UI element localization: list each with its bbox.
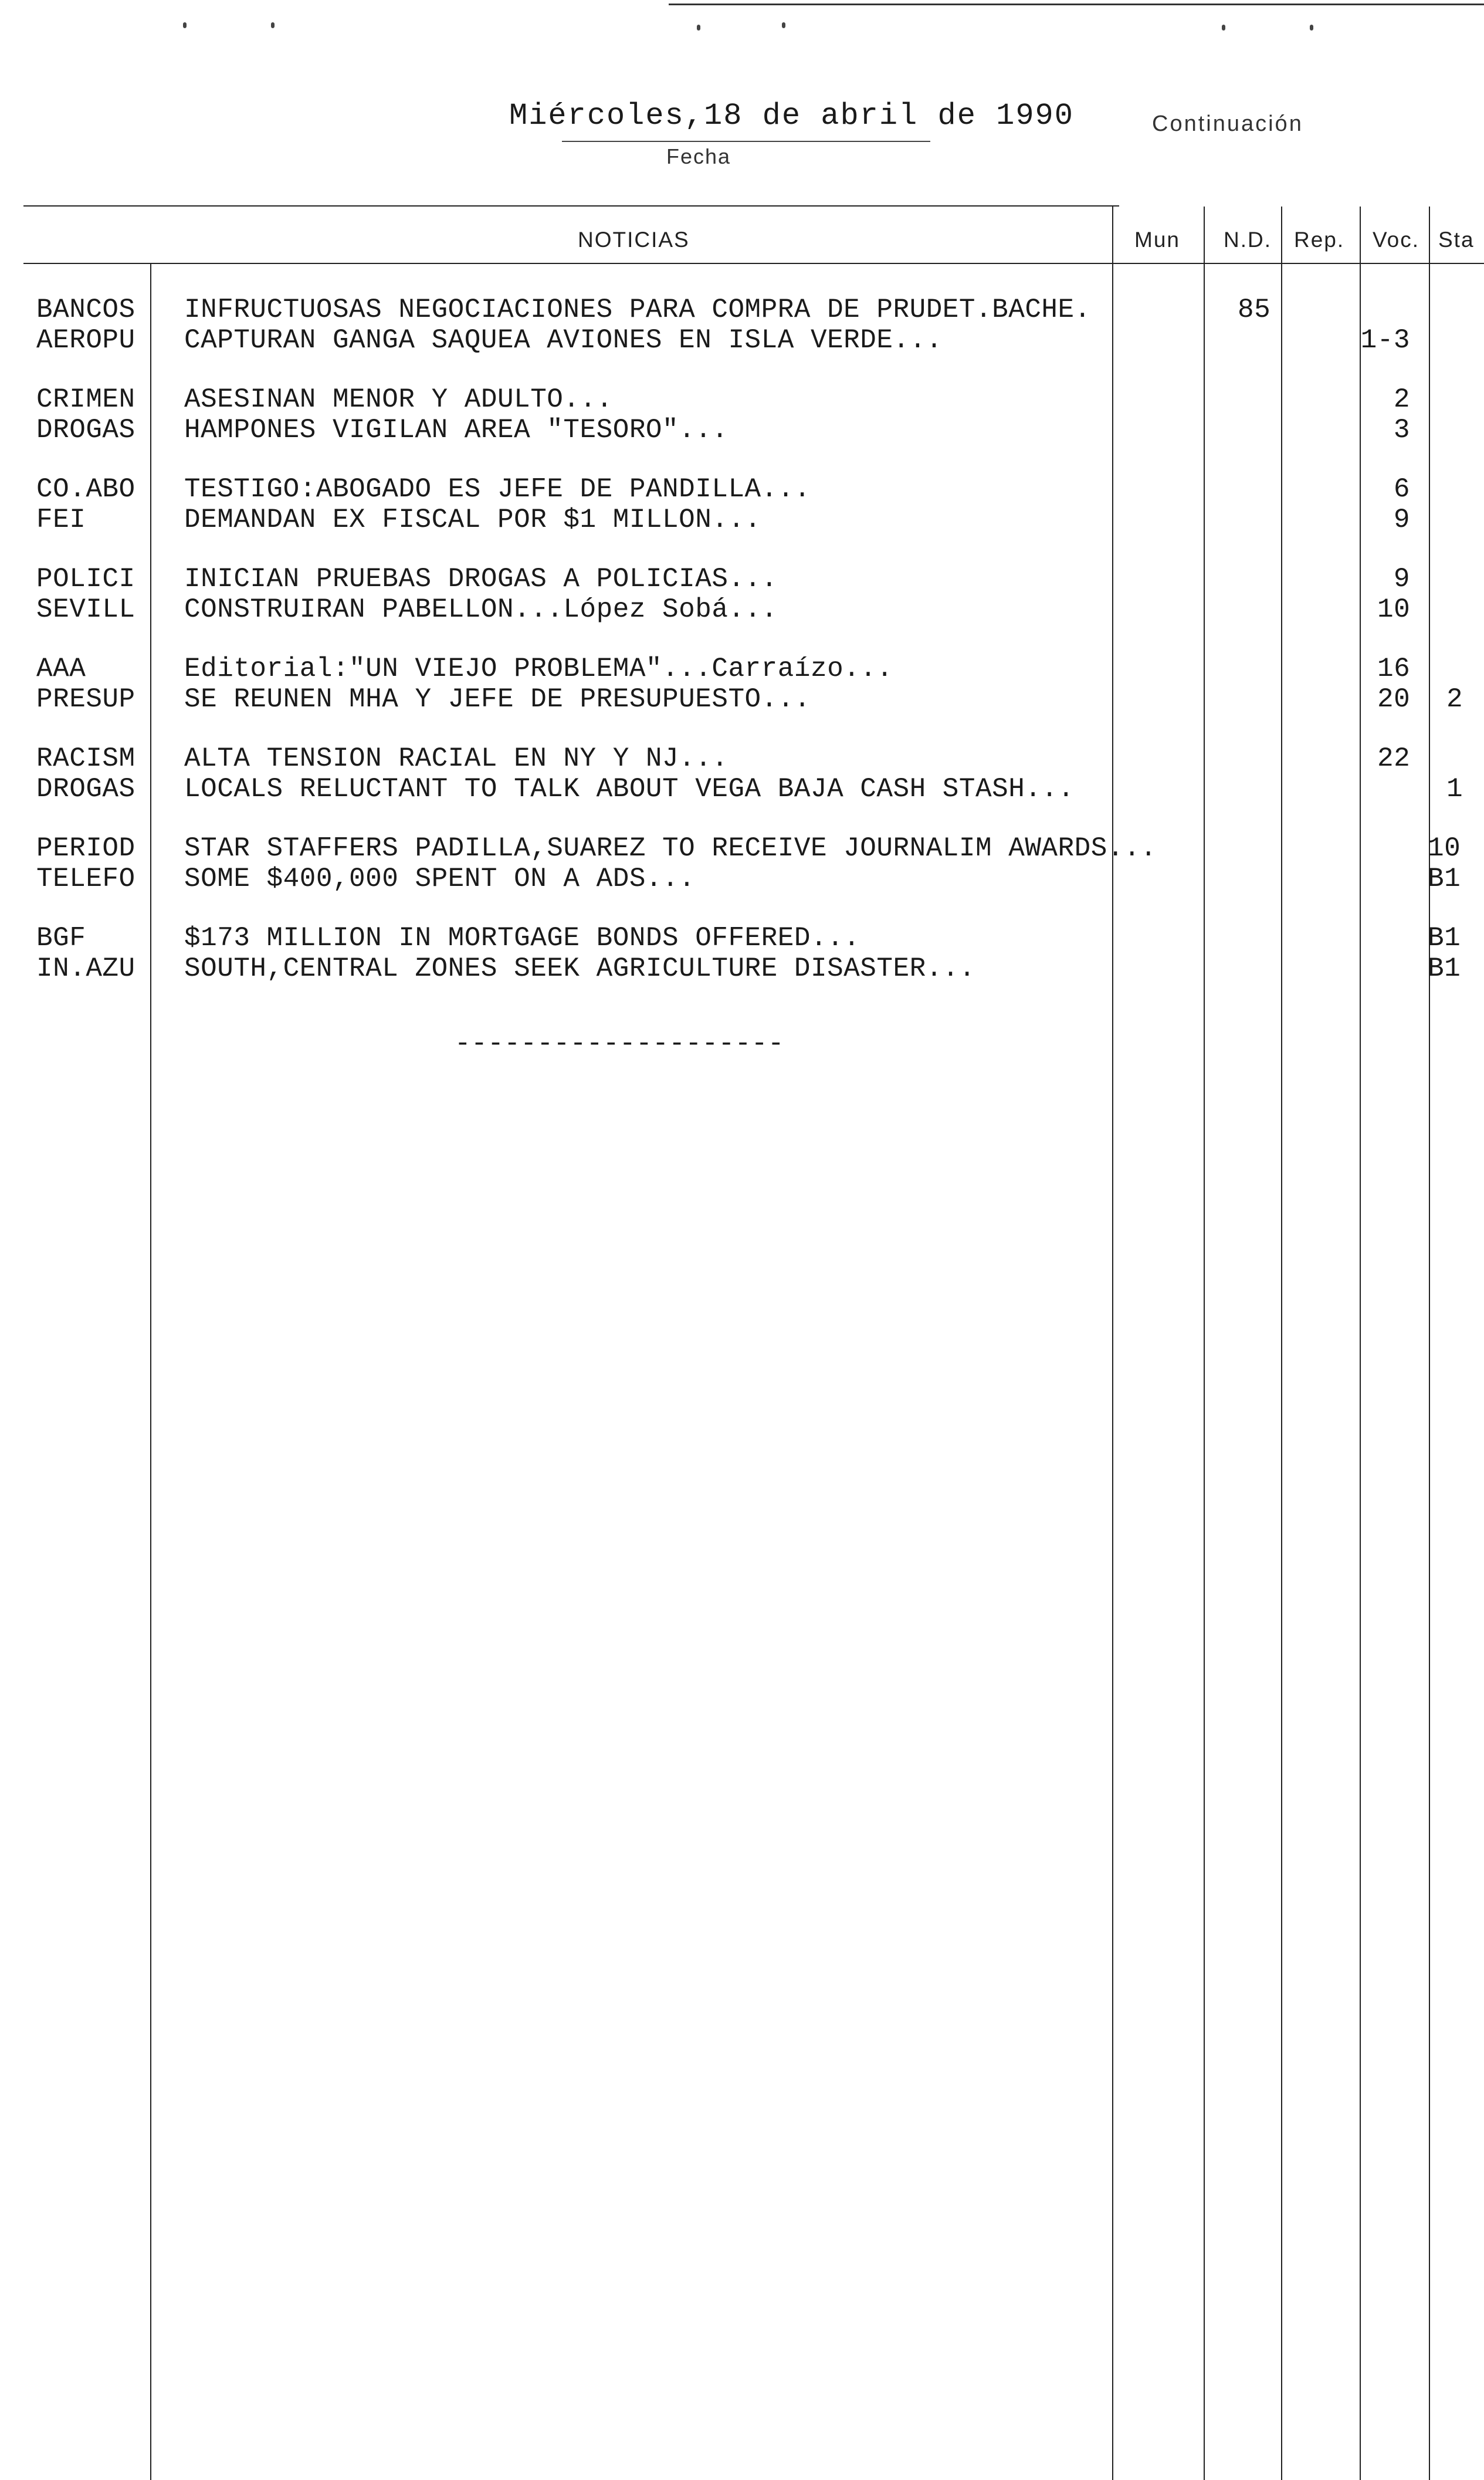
scan-mark [1310, 25, 1313, 31]
voc-column-divider [1360, 207, 1361, 2480]
row-headline: INFRUCTUOSAS NEGOCIACIONES PARA COMPRA DE PRUDET.BACHE. [184, 295, 1091, 325]
row-headline: LOCALS RELUCTANT TO TALK ABOUT VEGA BAJA CASH STASH... [184, 774, 1075, 804]
row-voc: 1-3 [1360, 325, 1410, 356]
column-header-rep: Rep. [1294, 228, 1345, 252]
row-voc: 2 [1393, 384, 1410, 415]
row-section: SEVILL [36, 594, 135, 625]
row-headline: DEMANDAN EX FISCAL POR $1 MILLON... [184, 505, 761, 535]
row-section: BANCOS [36, 295, 135, 325]
row-voc: 20 [1377, 684, 1411, 715]
row-voc: 6 [1393, 474, 1410, 505]
scan-mark [782, 22, 785, 28]
row-section: BGF [36, 923, 86, 953]
date-label: Fecha [666, 144, 731, 168]
date-underline [562, 141, 930, 142]
row-headline: ALTA TENSION RACIAL EN NY Y NJ... [184, 743, 729, 774]
document-date: Miércoles,18 de abril de 1990 [509, 99, 1074, 133]
row-section: TELEFO [36, 864, 135, 894]
table-top-rule [23, 205, 1119, 207]
row-headline: ASESINAN MENOR Y ADULTO... [184, 384, 613, 415]
row-section: PERIOD [36, 833, 135, 864]
column-header-noticias: NOTICIAS [578, 228, 690, 252]
scan-mark [183, 22, 187, 28]
sta-column-divider [1429, 207, 1430, 2480]
row-headline: HAMPONES VIGILAN AREA "TESORO"... [184, 415, 729, 445]
scan-mark [1222, 25, 1225, 31]
scan-mark [271, 22, 275, 28]
row-sta: B1 [1428, 953, 1461, 984]
row-sta: 1 [1446, 774, 1463, 804]
row-headline: Editorial:"UN VIEJO PROBLEMA"...Carraízo... [184, 654, 893, 684]
row-headline: SOME $400,000 SPENT ON A ADS... [184, 864, 696, 894]
rep-column-divider [1281, 207, 1282, 2480]
row-section: POLICI [36, 564, 135, 594]
row-section: PRESUP [36, 684, 135, 715]
row-headline: INICIAN PRUEBAS DROGAS A POLICIAS... [184, 564, 778, 594]
row-headline: STAR STAFFERS PADILLA,SUAREZ TO RECEIVE JOURNALIM AWARDS... [184, 833, 1157, 864]
nd-column-divider [1204, 207, 1205, 2480]
row-voc: 10 [1377, 594, 1411, 625]
row-nd: 85 [1238, 295, 1271, 325]
row-headline: SOUTH,CENTRAL ZONES SEEK AGRICULTURE DISASTER... [184, 953, 976, 984]
row-voc: 22 [1377, 743, 1411, 774]
scan-mark [697, 25, 700, 31]
row-section: FEI [36, 505, 86, 535]
row-headline: SE REUNEN MHA Y JEFE DE PRESUPUESTO... [184, 684, 811, 715]
column-header-voc: Voc. [1373, 228, 1419, 252]
column-header-nd: N.D. [1224, 228, 1272, 252]
row-sta: B1 [1428, 923, 1461, 953]
row-section: IN.AZU [36, 953, 135, 984]
continuation-label: Continuación [1152, 111, 1303, 136]
scan-edge-line [669, 4, 1484, 5]
row-voc: 9 [1393, 505, 1410, 535]
row-section: AEROPU [36, 325, 135, 356]
column-header-sta: Sta [1438, 228, 1475, 252]
row-headline: TESTIGO:ABOGADO ES JEFE DE PANDILLA... [184, 474, 811, 505]
row-section: AAA [36, 654, 86, 684]
row-headline: CAPTURAN GANGA SAQUEA AVIONES EN ISLA VERDE... [184, 325, 943, 356]
row-sta: B1 [1428, 864, 1461, 894]
section-column-divider [150, 263, 151, 2480]
end-separator: -------------------- [455, 1028, 785, 1059]
row-voc: 16 [1377, 654, 1411, 684]
row-section: DROGAS [36, 415, 135, 445]
header-bottom-rule [23, 263, 1484, 264]
row-section: DROGAS [36, 774, 135, 804]
row-section: CO.ABO [36, 474, 135, 505]
row-section: RACISM [36, 743, 135, 774]
row-sta: 2 [1446, 684, 1463, 715]
row-voc: 3 [1393, 415, 1410, 445]
column-header-mun: Mun [1134, 228, 1180, 252]
row-section: CRIMEN [36, 384, 135, 415]
row-headline: CONSTRUIRAN PABELLON...López Sobá... [184, 594, 778, 625]
row-sta: 10 [1428, 833, 1461, 864]
row-headline: $173 MILLION IN MORTGAGE BONDS OFFERED... [184, 923, 860, 953]
row-voc: 9 [1393, 564, 1410, 594]
mun-column-divider [1112, 207, 1113, 2480]
